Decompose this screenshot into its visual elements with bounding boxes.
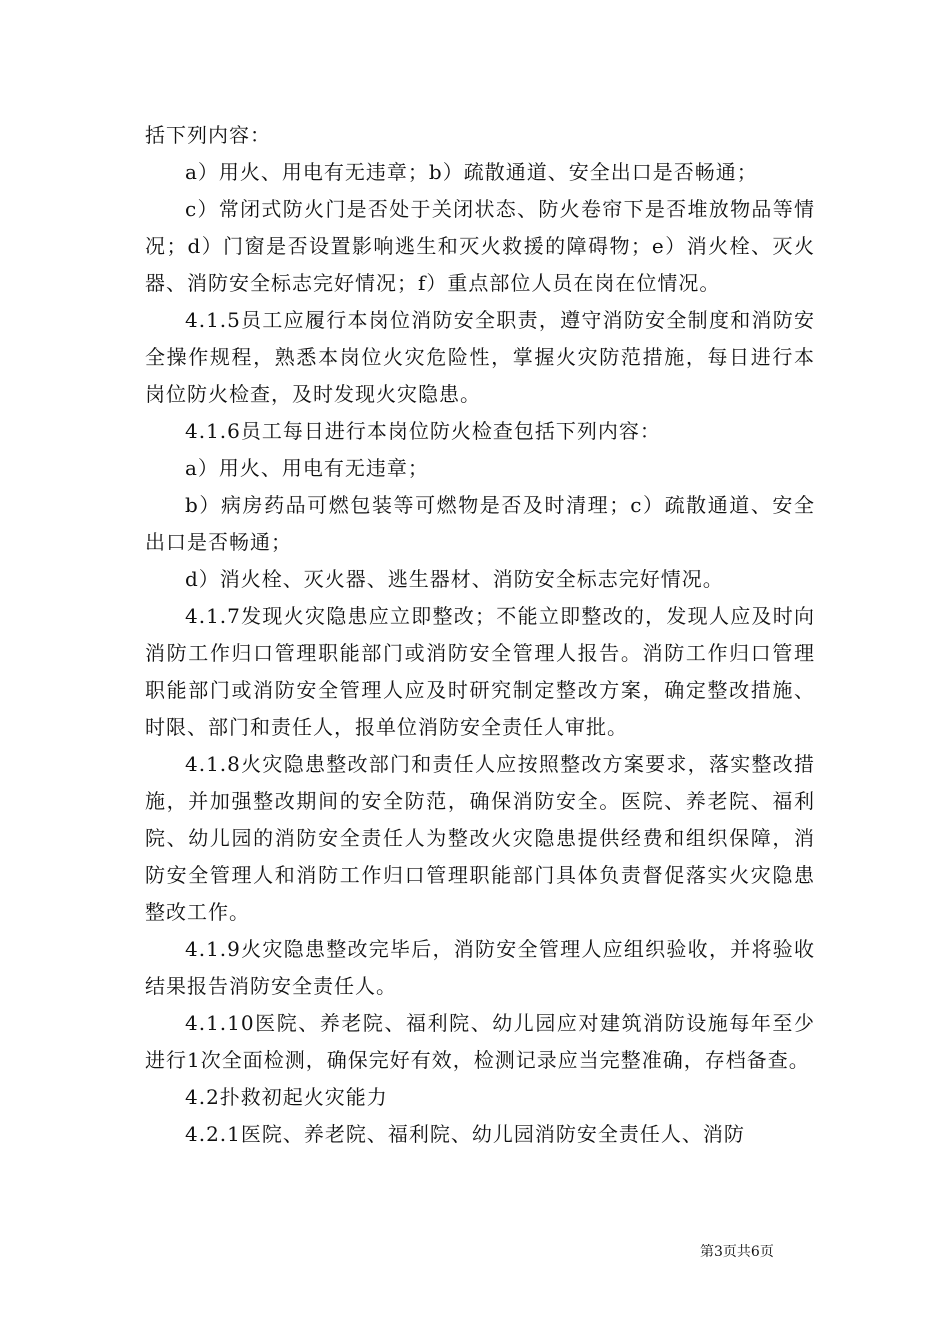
paragraph-4-1-7: 4.1.7发现火灾隐患应立即整改；不能立即整改的，发现人应及时向消防工作归口管理职能部门或消防安全管理人报告。消防工作归口管理职能部门或消防安全管理人应及时研究制定整改方案，确定整改措施、时限、部门和责任人，报单位消防安全责任人审批。 [145,604,815,739]
paragraph-4-1-9: 4.1.9火灾隐患整改完毕后，消防安全管理人应组织验收，并将验收结果报告消防安全责任人。 [145,937,815,998]
paragraph-item-a-b: a）用火、用电有无违章；b）疏散通道、安全出口是否畅通； [185,160,758,184]
section-heading-4-2: 4.2扑救初起火灾能力 [185,1085,388,1109]
paragraph-item-d: d）消火栓、灭火器、逃生器材、消防安全标志完好情况。 [185,567,724,591]
paragraph-4-1-10: 4.1.10医院、养老院、福利院、幼儿园应对建筑消防设施每年至少进行1次全面检测，确保完好有效，检测记录应当完整准确，存档备查。 [145,1011,815,1072]
paragraph-4-1-5: 4.1.5员工应履行本岗位消防安全职责，遵守消防安全制度和消防安全操作规程，熟悉本岗位火灾危险性，掌握火灾防范措施，每日进行本岗位防火检查，及时发现火灾隐患。 [145,308,815,406]
document-body [145,117,815,1153]
paragraph-item-a: a）用火、用电有无违章； [185,456,429,480]
paragraph-continuation: 括下列内容： [145,123,271,147]
paragraph-4-1-8: 4.1.8火灾隐患整改部门和责任人应按照整改方案要求，落实整改措施，并加强整改期间的安全防范，确保消防安全。医院、养老院、福利院、幼儿园的消防安全责任人为整改火灾隐患提供经费和组织保障，消防安全管理人和消防工作归口管理职能部门具体负责督促落实火灾隐患整改工作。 [145,752,815,924]
paragraph-item-c-f: c）常闭式防火门是否处于关闭状态、防火卷帘下是否堆放物品等情况；d）门窗是否设置影响逃生和灭火救援的障碍物；e）消火栓、灭火器、消防安全标志完好情况；f）重点部位人员在岗在位情况。 [145,197,815,295]
paragraph-4-2-1: 4.2.1医院、养老院、福利院、幼儿园消防安全责任人、消防 [185,1122,745,1146]
paragraph-item-b-c: b）病房药品可燃包装等可燃物是否及时清理；c）疏散通道、安全出口是否畅通； [145,493,815,554]
paragraph-4-1-6: 4.1.6员工每日进行本岗位防火检查包括下列内容： [185,419,661,443]
page-number-footer: 第3页共6页 [700,1244,774,1260]
